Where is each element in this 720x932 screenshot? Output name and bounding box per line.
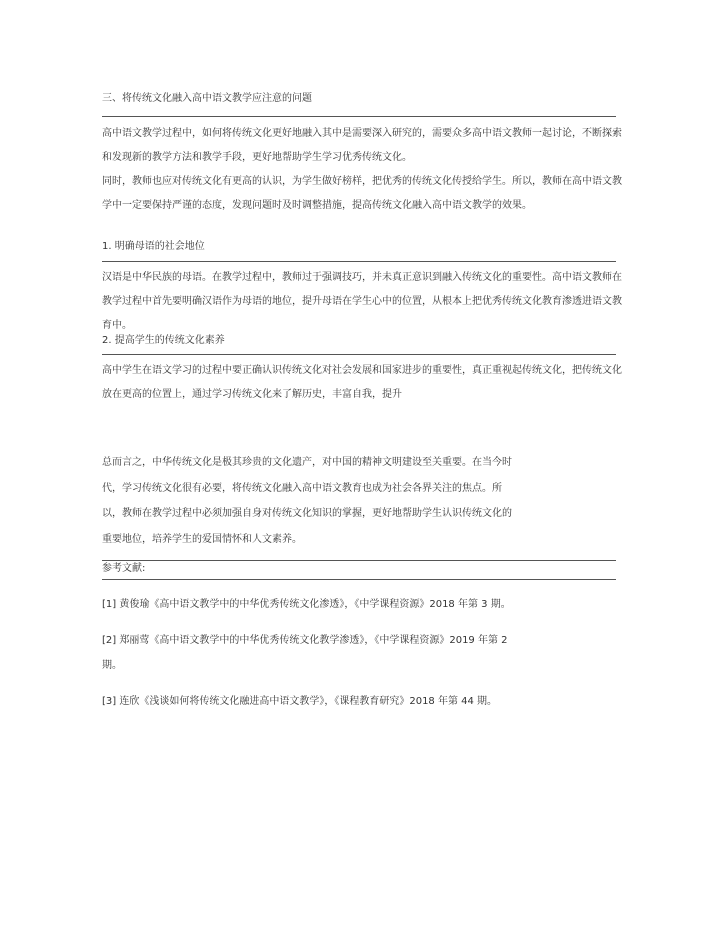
subsection-1-heading: 1. 明确母语的社会地位	[102, 241, 205, 252]
section-3-heading: 三、将传统文化融入高中语文教学应注意的问题	[102, 93, 312, 104]
subsection-1-paragraph: 汉语是中华民族的母语。在教学过程中，教师过于强调技巧，并未真正意识到融入传统文化的重要性。高中语文教师在教学过程中首先要明确汉语作为母语的地位，提升母语在学生心中的位置，从根本上把优秀传统文化教育渗透进语文教育中。	[102, 272, 622, 331]
section-3-paragraph-1: 高中语文教学过程中，如何将传统文化更好地融入其中是需要深入研究的，需要众多高中语文教师一起讨论，不断探索和发现新的教学方法和教学手段，更好地帮助学生学习优秀传统文化。	[102, 128, 622, 163]
conclusion-paragraph: 总而言之，中华传统文化是极其珍贵的文化遗产，对中国的精神文明建设至关重要。在当今时代，学习传统文化很有必要，将传统文化融入高中语文教育也成为社会各界关注的焦点。所以，教师在教学过程中必须加强自身对传统文化知识的掌握，更好地帮助学生认识传统文化的重要地位，培养学生的爱国情怀和人文素养。	[102, 457, 512, 545]
references-heading: 参考文献:	[102, 563, 146, 574]
reference-item-1: [1] 黄俊瑜《高中语文教学中的中华优秀传统文化渗透》，《中学课程资源》2018 年第 3 期。	[102, 599, 511, 610]
subsection-1-rule	[102, 261, 616, 262]
subsection-2-paragraph: 高中学生在语文学习的过程中要正确认识传统文化对社会发展和国家进步的重要性，真正重视起传统文化，把传统文化放在更高的位置上，通过学习传统文化来了解历史，丰富自我，提升	[102, 365, 622, 400]
references-bottom-rule	[102, 579, 616, 580]
section-3-paragraph-2: 同时，教师也应对传统文化有更高的认识，为学生做好榜样，把优秀的传统文化传授给学生。所以，教师在高中语文教学中一定要保持严谨的态度，发现问题时及时调整措施，提高传统文化融入高中语文教学的效果。	[102, 176, 622, 211]
references-top-rule	[102, 560, 616, 561]
subsection-2-heading: 2. 提高学生的传统文化素养	[102, 335, 225, 346]
subsection-2-rule	[102, 354, 616, 355]
reference-item-2: [2] 郑丽莺《高中语文教学中的中华优秀传统文化教学渗透》，《中学课程资源》2019 年第 2 期。	[102, 635, 508, 671]
section-3-rule	[102, 116, 616, 117]
reference-item-3: [3] 连欣《浅谈如何将传统文化融进高中语文教学》，《课程教育研究》2018 年第 44 期。	[102, 696, 498, 707]
